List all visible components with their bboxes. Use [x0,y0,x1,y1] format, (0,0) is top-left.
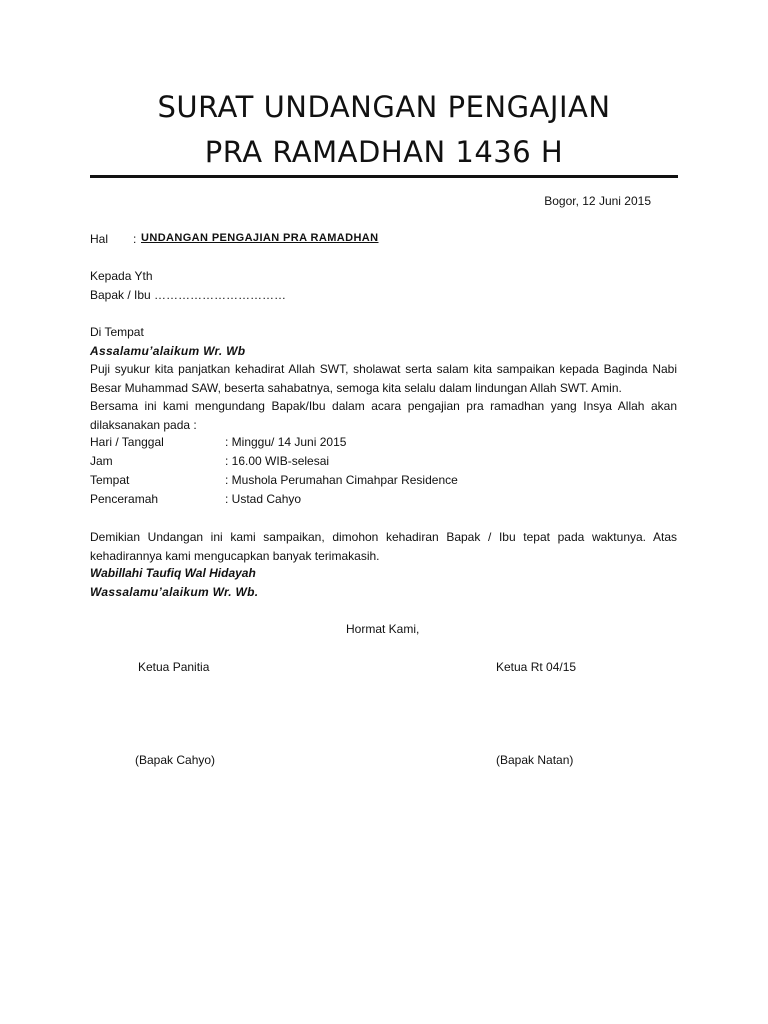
signature-left-title: Ketua Panitia [138,660,210,674]
signature-regards: Hormat Kami, [346,622,420,636]
detail-label: Tempat [90,473,130,487]
paragraph-opening: Puji syukur kita panjatkan kehadirat Allah SWT, sholawat serta salam kita sampaikan kepada Baginda Nabi Besar Muhammad SAW, beserta sahabatnya, semoga kita selalu dalam lindungan Allah SWT. Amin. [90,362,677,395]
closing-line-2: Wassalamu’alaikum Wr. Wb. [90,585,259,599]
title-line-1: SURAT UNDANGAN PENGAJIAN [157,90,611,124]
detail-value: : Ustad Cahyo [225,492,302,506]
subject-colon: : [133,232,137,246]
recipient-greeting: Kepada Yth [90,269,153,283]
letter-date: Bogor, 12 Juni 2015 [544,194,651,208]
title-divider [90,175,678,178]
title-line-2: PRA RAMADHAN 1436 H [204,135,564,169]
signature-left-name: (Bapak Cahyo) [135,753,216,767]
signature-right-name: (Bapak Natan) [496,753,574,767]
detail-value: : 16.00 WIB-selesai [225,454,330,468]
detail-value: : Minggu/ 14 Juni 2015 [225,435,347,449]
detail-label: Jam [90,454,113,468]
detail-label: Hari / Tanggal [90,435,164,449]
signature-right-title: Ketua Rt 04/15 [496,660,577,674]
recipient-place: Di Tempat [90,325,144,339]
paragraph-invitation: Bersama ini kami mengundang Bapak/Ibu dalam acara pengajian pra ramadhan yang Insya Allah akan dilaksanakan pada : [90,399,677,432]
paragraph-closing: Demikian Undangan ini kami sampaikan, dimohon kehadiran Bapak / Ibu tepat pada waktunya. Atas kehadirannya kami mengucapkan banyak terimakasih. [90,530,677,563]
subject-value: UNDANGAN PENGAJIAN PRA RAMADHAN [141,232,379,244]
salam-opening: Assalamu’alaikum Wr. Wb [90,344,246,358]
detail-value: : Mushola Perumahan Cimahpar Residence [225,473,458,487]
recipient-name: Bapak / Ibu …………………………… [90,288,287,302]
closing-line-1: Wabillahi Taufiq Wal Hidayah [90,566,256,580]
detail-label: Penceramah [90,492,159,506]
subject-label: Hal [90,232,109,246]
